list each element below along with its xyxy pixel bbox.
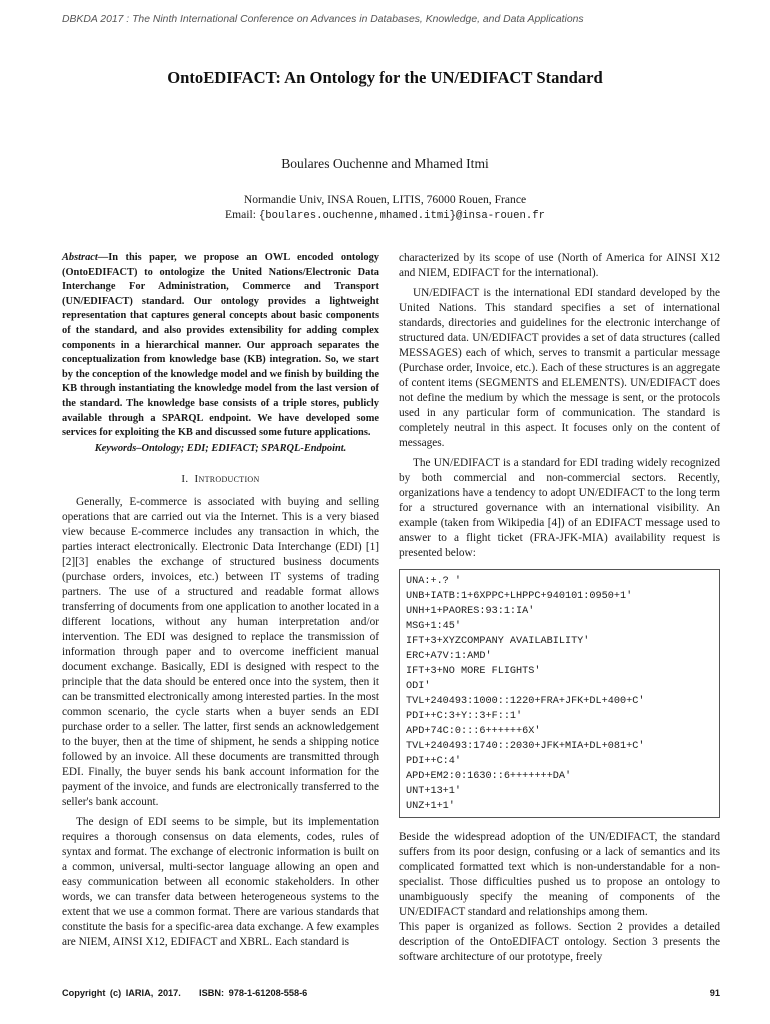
right-paragraph-4: Beside the widespread adoption of the UN/EDIFACT, the standard suffers from its poor design, confusing or a lack of semantics and its complicated formatted text which is non-understandable for a non-specialist. Those difficulties pushed us to propose an ontology to unambiguously specify the meaning of components of the UN/EDIFACT standard and relationships among them. [399, 831, 720, 918]
copyright-text: Copyright (c) IARIA, 2017. [62, 988, 181, 998]
right-column [399, 251, 720, 965]
edi-line: PDI++C:4' [406, 756, 462, 767]
edi-line: TVL+240493:1000::1220+FRA+JFK+DL+400+C' [406, 696, 645, 707]
right-paragraph-1: characterized by its scope of use (North of America for AINSI X12 and NIEM, EDIFACT for the international). [399, 252, 720, 279]
edi-line: PDI++C:3+Y::3+F::1' [406, 711, 523, 722]
author-email-line [0, 208, 770, 222]
abstract-text: —In this paper, we propose an OWL encoded ontology (OntoEDIFACT) to ontologize the United Nations/Electronic Data Interchange For Administration, Commerce and Transport (UN/EDIFACT) standard. Our ontology provides a lightweight representation that captures general concepts about basic components of the standard, and also provides extensibility for adding complex components in a hierarchical manner. Our approach separates the conceptualization from knowledge base (KB) integration. So, we start by the conception of the knowledge model and we finish by building the KB through instantiating the knowledge model from the last version of the standard. The knowledge base consists of a triple stores, publicly available through a SPARQL endpoint. We have developed some services for exploiting the KB and discussed some future applications. [62, 252, 379, 439]
edi-line: UNH+1+PAORES:93:1:IA' [406, 606, 535, 617]
running-head: DBKDA 2017 : The Ninth International Conference on Advances in Databases, Knowledge, and Data Applications [62, 14, 584, 25]
section-heading-introduction [62, 472, 379, 487]
email-label: Email: [225, 208, 256, 221]
section-number: I. [181, 473, 189, 486]
author-email: {boulares.ouchenne,mhamed.itmi}@insa-rouen.fr [258, 210, 545, 222]
isbn-text: ISBN: 978-1-61208-558-6 [199, 988, 308, 998]
intro-paragraph-2: The design of EDI seems to be simple, but its implementation requires a thorough consensus on data elements, codes, rules of syntax and format. The exchange of electronic information is built on a common, universal, multi-sector language allowing an open and easy communication between all economic stakeholders. In other words, we can transfer data between heterogeneous systems to the extent that we use a common format. There are various standards that constitute the basis for a specific-area data exchange. A few examples are NIEM, AINSI X12, EDIFACT and XBRL. Each standard is [62, 816, 379, 949]
edifact-message-box [399, 569, 720, 818]
edi-line: MSG+1:45' [406, 621, 462, 632]
edi-line: UNZ+1+1' [406, 801, 455, 812]
keywords: Keywords–Ontology; EDI; EDIFACT; SPARQL-Endpoint. [94, 442, 347, 454]
abstract [62, 251, 379, 441]
footer-copyright [62, 988, 307, 998]
edi-line: IFT+3+XYZCOMPANY AVAILABILITY' [406, 636, 590, 647]
edi-line: ODI' [406, 681, 431, 692]
edi-line: IFT+3+NO MORE FLIGHTS' [406, 666, 541, 677]
abstract-lead: Abstract [62, 252, 98, 263]
edi-line: UNB+IATB:1+6XPPC+LHPPC+940101:0950+1' [406, 591, 633, 602]
edi-line: ERC+A7V:1:AMD' [406, 651, 492, 662]
left-column [62, 251, 379, 950]
intro-paragraph-1: Generally, E-commerce is associated with buying and selling operations that are carried out via the Internet. This is a very biased view because E-commerce includes any transaction in which, the parties interact electronically. Electronic Data Interchange (EDI) [1][2][3] enables the exchange of structured business documents (purchase orders, invoices, etc.) between IT systems of trading partners. The use of a structured and readable format allows transferring of documents from one application to another located in a different locations, without any human interpretation and/or intervention. The EDI was designed to replace the transmission of information through paper and to overcome inefficient manual document exchange. Basically, EDI is designed with respect to the principle that the data should be entered once into the system, then it can be transmitted electronically among interested parties. In the most common scenario, the cycle starts when a buyer sends an EDI purchase order to a seller. The latter, first sends an acknowledgement to the buyer, then at the time of shipment, he sends a shipping notice followed by an invoice. All these documents are transmitted through EDI. Finally, the buyer sends his bank account information for the payment of the invoice, and funds are electronically transferred to the seller's bank account. [62, 496, 379, 809]
right-paragraph-3: The UN/EDIFACT is a standard for EDI trading widely recognized by both commercial and non-commercial sectors. Recently, organizations have a tendency to adopt UN/EDIFACT to the long term for a structured governance with an international visibility. An example (taken from Wikipedia [4]) of an EDIFACT message used to answer to a flight ticket (FRA-JFK-MIA) availability request is presented below: [399, 457, 720, 559]
edi-line: APD+74C:0:::6++++++6X' [406, 726, 541, 737]
edi-line: UNT+13+1' [406, 786, 462, 797]
author-affiliation: Normandie Univ, INSA Rouen, LITIS, 76000 Rouen, France [243, 193, 527, 206]
right-paragraph-5: This paper is organized as follows. Section 2 provides a detailed description of the OntoEDIFACT ontology. Section 3 presents the software architecture of our prototype, freely [399, 921, 720, 963]
paper-authors: Boulares Ouchenne and Mhamed Itmi [281, 156, 489, 171]
section-title: Introduction [194, 473, 260, 486]
right-paragraph-2: UN/EDIFACT is the international EDI standard developed by the United Nations. This standard specifies a set of international standards, directories and guidelines for the electronic interchange of structured data. UN/EDIFACT provides a set of data structures (called MESSAGES) each of which, serves to transmit a particular message (Purchase order, Invoice, etc.). Each of these structures is an aggregate of content items (SEGMENTS and ELEMENTS). UN/EDIFACT does not define the medium by which the message is sent, or the protocols used in any particular form of communication. The standard is completely neutral in this aspect. It focuses only on the content of messages. [399, 287, 720, 449]
edi-line: APD+EM2:0:1630::6+++++++DA' [406, 771, 572, 782]
edi-line: TVL+240493:1740::2030+JFK+MIA+DL+081+C' [406, 741, 645, 752]
edi-line: UNA:+.? ' [406, 576, 462, 587]
page-number: 91 [709, 988, 720, 998]
paper-title: OntoEDIFACT: An Ontology for the UN/EDIFACT Standard [167, 68, 603, 87]
